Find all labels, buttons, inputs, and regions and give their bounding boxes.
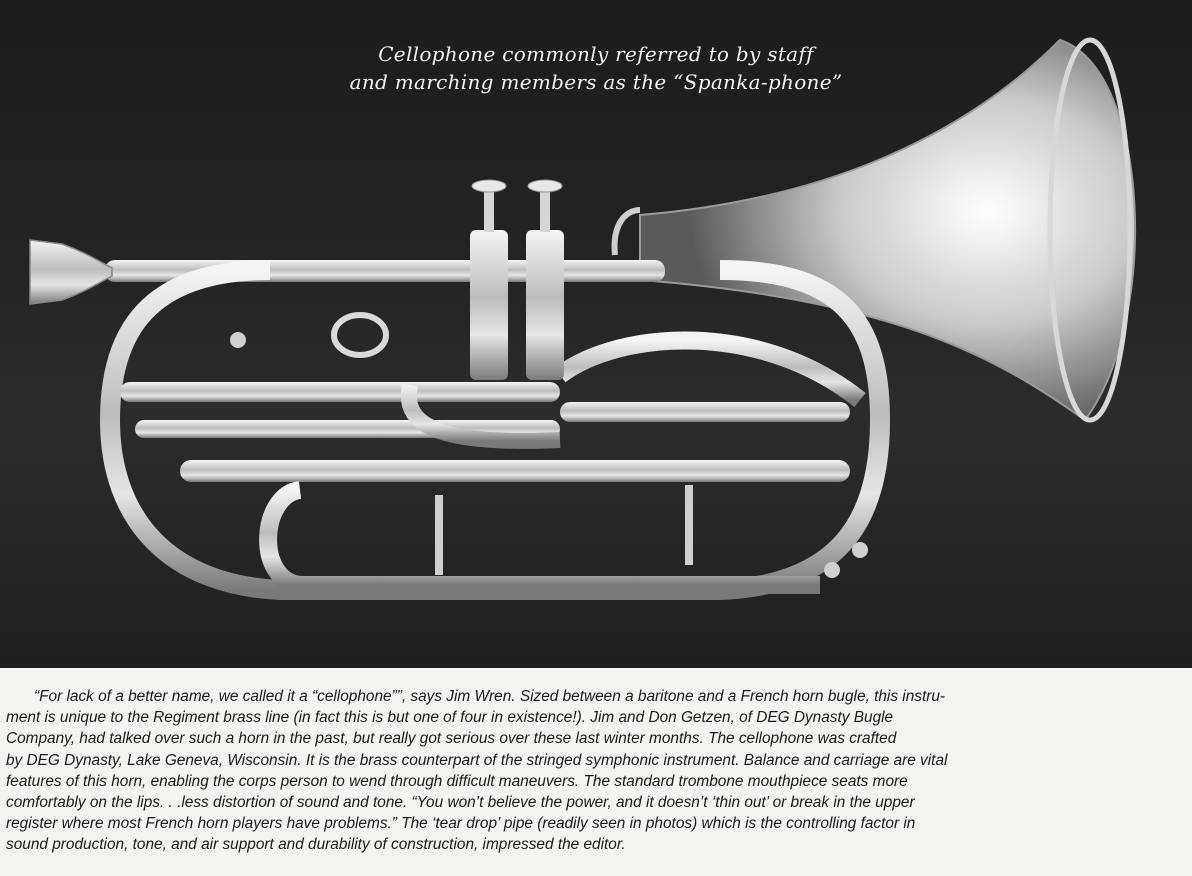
mouthpiece — [30, 240, 112, 304]
article-line: comfortably on the lips. . .less distortion of sound and tone. “You won’t believe the power, and it doesn’t ‘thin out’ or break in the upper — [6, 794, 915, 812]
valve-button — [472, 180, 506, 192]
valve-casing — [526, 230, 564, 380]
article-line: register where most French horn players have problems.” The ‘tear drop’ pipe (readily seen in photos) which is the controlling factor in — [6, 815, 916, 833]
article-line: by DEG Dynasty, Lake Geneva, Wisconsin. It is the brass counterpart of the stringed symphonic instrument. Balance and carriage are vital — [6, 751, 948, 769]
caption-line: Cellophone commonly referred to by staff — [378, 42, 814, 66]
article-line: “For lack of a better name, we called it a “cellophone””, says Jim Wren. Sized between a baritone and a French horn bugle, this instru- — [34, 688, 946, 705]
valve-button — [528, 180, 562, 192]
article-line: Company, had talked over such a horn in the past, but really got serious over these last winter months. The cellophone was crafted — [6, 730, 897, 748]
article-body — [6, 686, 1186, 856]
tear-drop-pipe — [560, 340, 860, 400]
article-line: sound production, tone, and air support and durability of construction, impressed the editor. — [6, 836, 626, 854]
caption-line: and marching members as the “Spanka-phone” — [349, 70, 843, 94]
finger-ring — [334, 315, 386, 355]
photo-caption — [0, 40, 1192, 96]
article-line: ment is unique to the Regiment brass line (in fact this is but one of four in existence!). Jim and Don Getzen, of DEG Dynasty Bugle — [6, 709, 894, 727]
valve-casing — [470, 230, 508, 380]
article-line: features of this horn, enabling the corps person to wend through difficult maneuvers. The standard trombone mouthpiece seats more — [6, 772, 908, 790]
